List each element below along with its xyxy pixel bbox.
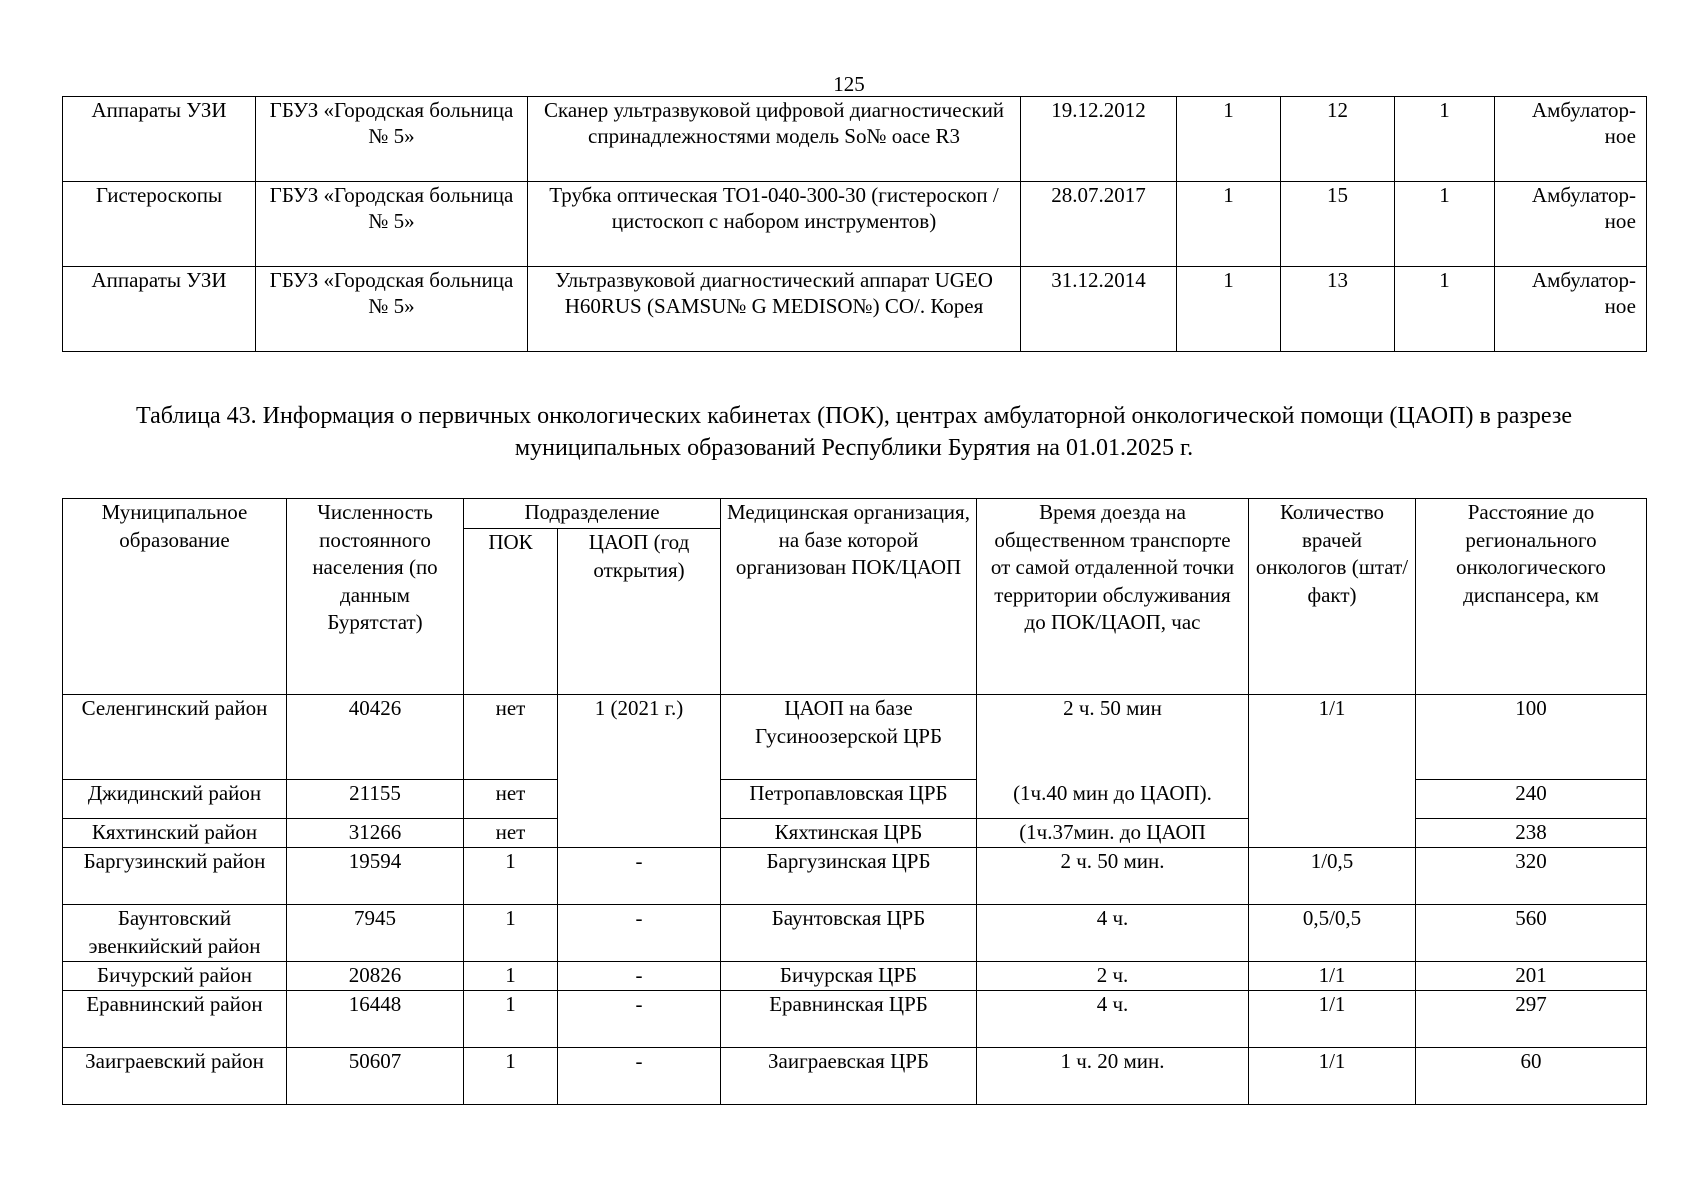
header-doctors: Количество врачей онкологов (штат/ факт) (1249, 499, 1416, 695)
cell-travel: 1 ч. 20 мин. (977, 1048, 1249, 1105)
cell-municipality: Заиграевский район (63, 1048, 287, 1105)
cell-travel: 4 ч. (977, 905, 1249, 962)
equipment-col7: 1 (1395, 182, 1495, 267)
cell-population: 16448 (287, 991, 464, 1048)
cell-municipality: Бичурский район (63, 962, 287, 991)
equipment-model: Трубка оптическая ТО1-040-300-30 (гистероскоп /цистоскоп с набором инструментов) (528, 182, 1021, 267)
cell-travel: (1ч.37мин. до ЦАОП (977, 819, 1249, 848)
equipment-org: ГБУЗ «Городская больница № 5» (256, 97, 528, 182)
cell-pok: нет (464, 819, 558, 848)
header-travel-time: Время доезда на общественном транспорте от самой отдаленной точки территории обслуживания до ПОК/ЦАОП, час (977, 499, 1249, 695)
cell-municipality: Баунтовский эвенкийский район (63, 905, 287, 962)
cell-pok: нет (464, 780, 558, 819)
header-med-org: Медицинская организация, на базе которой организован ПОК/ЦАОП (721, 499, 977, 695)
cell-distance: 201 (1416, 962, 1647, 991)
equipment-date: 28.07.2017 (1021, 182, 1177, 267)
cell-doctors: 1/0,5 (1249, 848, 1416, 905)
cell-distance: 100 (1416, 695, 1647, 780)
cell-population: 7945 (287, 905, 464, 962)
cell-caop: - (558, 848, 721, 905)
table-row (63, 905, 1647, 962)
cell-doctors-merged: 1/1 (1249, 695, 1416, 848)
equipment-age: 13 (1281, 267, 1395, 352)
cell-caop: - (558, 962, 721, 991)
cell-population: 40426 (287, 695, 464, 780)
cell-population: 21155 (287, 780, 464, 819)
cell-distance: 238 (1416, 819, 1647, 848)
equipment-model: Сканер ультразвуковой цифровой диагностический спринадлежностями модель So№ oace R3 (528, 97, 1021, 182)
table-row (63, 991, 1647, 1048)
equipment-kind: Амбулатор-ное (1495, 97, 1647, 182)
equipment-type: Аппараты УЗИ (63, 97, 256, 182)
cell-med-org: Бичурская ЦРБ (721, 962, 977, 991)
header-pok: ПОК (464, 529, 558, 695)
cell-caop-merged: 1 (2021 г.) (558, 695, 721, 848)
cell-distance: 240 (1416, 780, 1647, 819)
cell-distance: 297 (1416, 991, 1647, 1048)
cell-doctors: 0,5/0,5 (1249, 905, 1416, 962)
cell-population: 50607 (287, 1048, 464, 1105)
cell-municipality: Еравнинский район (63, 991, 287, 1048)
cell-med-org: Кяхтинская ЦРБ (721, 819, 977, 848)
table-row (63, 962, 1647, 991)
table-row (63, 97, 1647, 182)
table-row (63, 1048, 1647, 1105)
cell-travel: 2 ч. (977, 962, 1249, 991)
header-municipality: Муниципальное образование (63, 499, 287, 695)
cell-pok: 1 (464, 1048, 558, 1105)
cell-pok: 1 (464, 848, 558, 905)
equipment-type: Аппараты УЗИ (63, 267, 256, 352)
cell-travel: 2 ч. 50 мин (977, 695, 1249, 780)
equipment-model: Ультразвуковой диагностический аппарат UGEO H60RUS (SAMSU№ G MEDISO№) CO/. Корея (528, 267, 1021, 352)
cell-municipality: Селенгинский район (63, 695, 287, 780)
cell-population: 19594 (287, 848, 464, 905)
cell-med-org: Еравнинская ЦРБ (721, 991, 977, 1048)
equipment-date: 31.12.2014 (1021, 267, 1177, 352)
equipment-kind: Амбулатор-ное (1495, 182, 1647, 267)
table-row (63, 695, 1647, 780)
cell-travel: 2 ч. 50 мин. (977, 848, 1249, 905)
cell-med-org: Заиграевская ЦРБ (721, 1048, 977, 1105)
table-row (63, 267, 1647, 352)
header-unit: Подразделение (464, 499, 721, 529)
cell-med-org: ЦАОП на базе Гусиноозерской ЦРБ (721, 695, 977, 780)
cell-municipality: Баргузинский район (63, 848, 287, 905)
header-caop: ЦАОП (год открытия) (558, 529, 721, 695)
equipment-col7: 1 (1395, 97, 1495, 182)
cell-pok: 1 (464, 991, 558, 1048)
cell-travel: (1ч.40 мин до ЦАОП). (977, 780, 1249, 819)
cell-caop: - (558, 1048, 721, 1105)
cell-pok: нет (464, 695, 558, 780)
table-row (63, 848, 1647, 905)
cell-population: 20826 (287, 962, 464, 991)
equipment-kind: Амбулатор-ное (1495, 267, 1647, 352)
equipment-date: 19.12.2012 (1021, 97, 1177, 182)
cell-distance: 60 (1416, 1048, 1647, 1105)
equipment-type: Гистероскопы (63, 182, 256, 267)
table-row (63, 182, 1647, 267)
equipment-qty: 1 (1177, 182, 1281, 267)
equipment-age: 15 (1281, 182, 1395, 267)
cell-municipality: Кяхтинский район (63, 819, 287, 848)
cell-travel: 4 ч. (977, 991, 1249, 1048)
cell-distance: 560 (1416, 905, 1647, 962)
equipment-qty: 1 (1177, 267, 1281, 352)
oncology-table (62, 498, 1647, 1105)
equipment-org: ГБУЗ «Городская больница № 5» (256, 267, 528, 352)
cell-caop: - (558, 991, 721, 1048)
cell-pok: 1 (464, 905, 558, 962)
cell-distance: 320 (1416, 848, 1647, 905)
cell-municipality: Джидинский район (63, 780, 287, 819)
cell-med-org: Баргузинская ЦРБ (721, 848, 977, 905)
cell-population: 31266 (287, 819, 464, 848)
header-population: Численность постоянного населения (по данным Бурятстат) (287, 499, 464, 695)
cell-pok: 1 (464, 962, 558, 991)
cell-doctors: 1/1 (1249, 1048, 1416, 1105)
cell-doctors: 1/1 (1249, 962, 1416, 991)
cell-med-org: Петропавловская ЦРБ (721, 780, 977, 819)
equipment-age: 12 (1281, 97, 1395, 182)
equipment-org: ГБУЗ «Городская больница № 5» (256, 182, 528, 267)
header-distance: Расстояние до регионального онкологического диспансера, км (1416, 499, 1647, 695)
page-number: 125 (833, 72, 865, 96)
equipment-col7: 1 (1395, 267, 1495, 352)
cell-doctors: 1/1 (1249, 991, 1416, 1048)
cell-caop: - (558, 905, 721, 962)
table-caption: Таблица 43. Информация о первичных онкологических кабинетах (ПОК), центрах амбулаторной онкологической помощи (ЦАОП) в разрезе муниципальных образований Республики Бурятия на 01.01.2025 г. (136, 403, 1572, 461)
equipment-table (62, 96, 1647, 352)
cell-med-org: Баунтовская ЦРБ (721, 905, 977, 962)
equipment-qty: 1 (1177, 97, 1281, 182)
